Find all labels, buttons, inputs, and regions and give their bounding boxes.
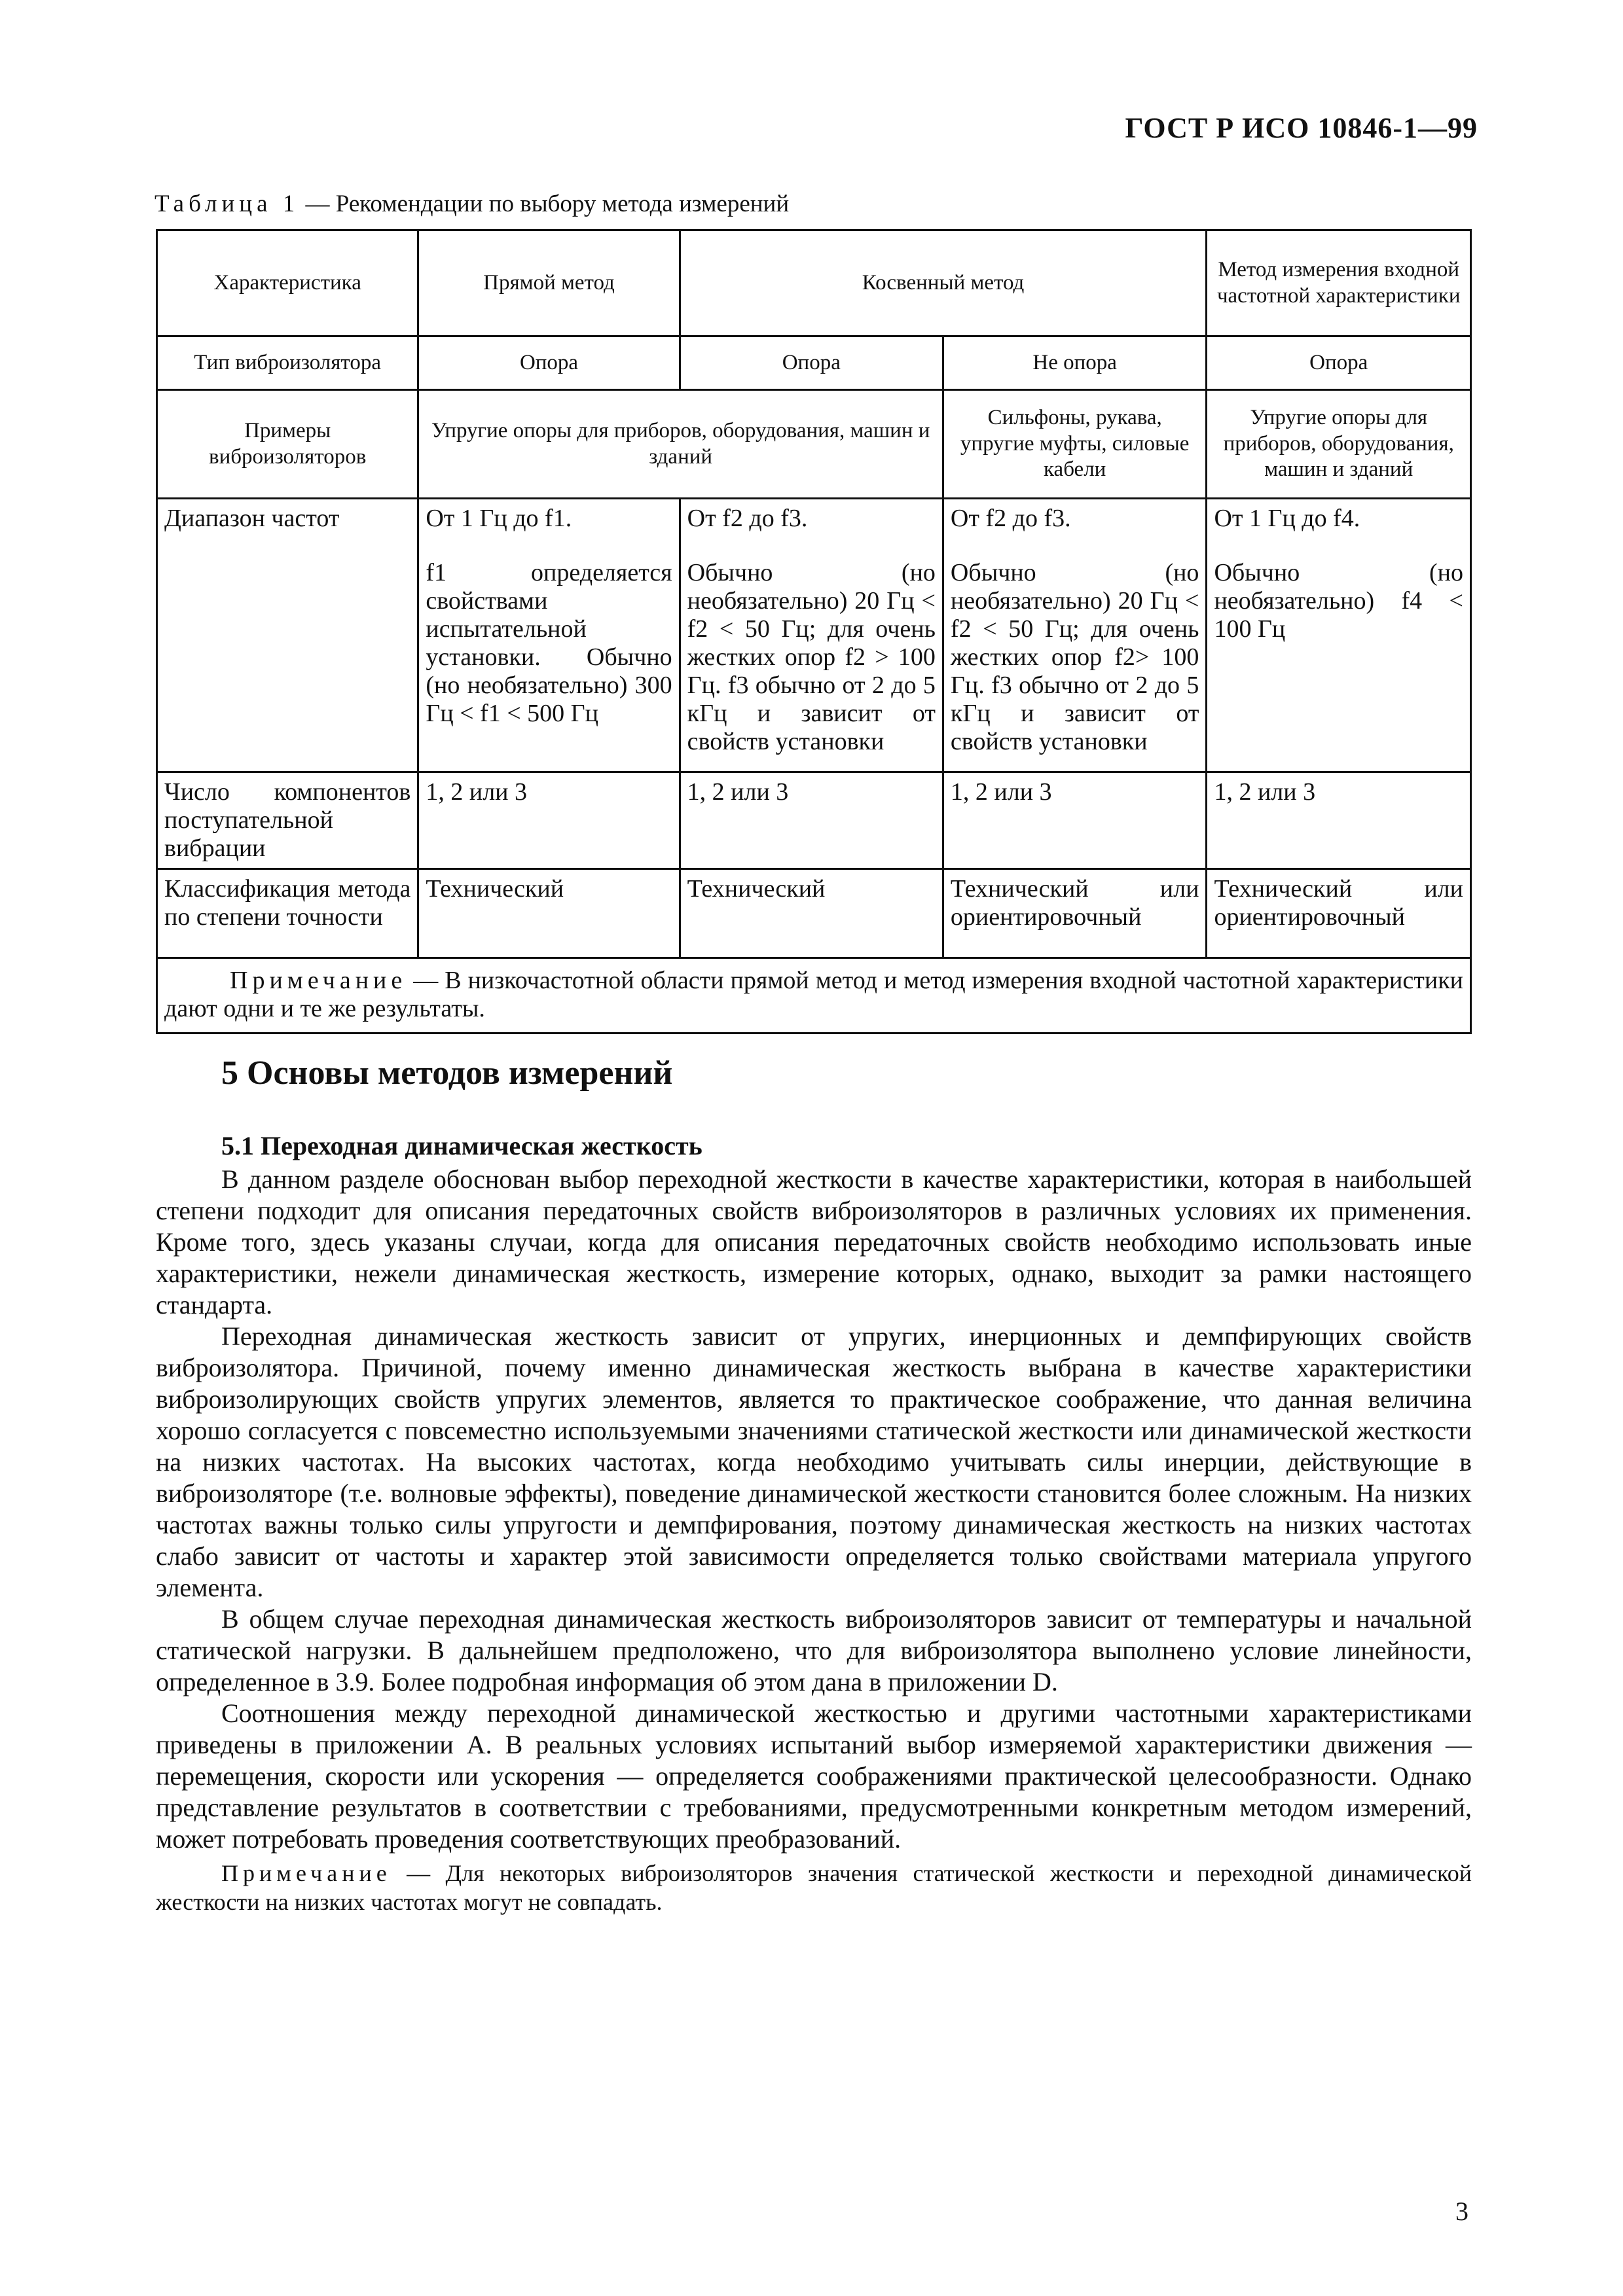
section-body [156,1164,1472,1916]
cell-isolator-type-indirect-support: Опора [680,336,943,390]
paragraph: В данном разделе обоснован выбор переходной жесткости в качестве характеристики, которая в наибольшей степени подходит для описания передаточных свойств виброизоляторов в различных условиях их применения. Кроме того, здесь указаны случаи, когда для описания передаточных свойств необходимо использовать иные характеристики, нежели динамическая жесткость, измерение которых, однако, выходит за рамки настоящего стандарта. [156,1164,1472,1319]
cell-classification-support: Технический [680,869,943,958]
methods-table [156,229,1472,1034]
paragraph: Соотношения между переходной динамической жесткостью и другими частотными характеристиками приведены в приложении А. В реальных условиях испытаний выбор измеряемой характеристики движения — перемещения, скорости или ускорения — определяется соображениями практической целесообразности. Однако представление результатов в соответствии с требованиями, предусмотренными конкретным методом измерений, может потребовать проведения соответствующих преобразований. [156,1698,1472,1854]
cell-examples-nonsupport: Сильфоны, рукава, упругие муфты, силовые кабели [943,390,1207,499]
table-row-examples [157,390,1471,499]
cell-isolator-type-indirect-nonsupport: Не опора [943,336,1207,390]
section-note [156,1859,1472,1916]
freq-nonsupport-details: Обычно (но необязательно) 20 Гц < f2 < 50 Гц; для очень жестких опор f2> 100 Гц. f3 обычно от 2 до 5 кГц и зависит от свойств установки [950,558,1199,755]
table-note-label: Примечание [230,966,407,994]
document-code: ГОСТ Р ИСО 10846-1—99 [1125,112,1478,144]
table-note [157,958,1471,1033]
cell-freq-support [680,499,943,772]
table-row-frequency-range [157,499,1471,772]
freq-support-range: От f2 до f3. [687,505,808,532]
cell-components-input: 1, 2 или 3 [1207,772,1471,869]
paragraph: Переходная динамическая жесткость зависит от упругих, инерционных и демпфирующих свойств виброизолятора. Причиной, почему именно динамическая жесткость выбрана в качестве характеристики виброизолирующих свойств упругих элементов, является то практическое соображение, что данная величина хорошо согласуется с повсеместно используемыми значениями статической жесткости или динамической жесткости на низких частотах. На высоких частотах, когда необходимо учитывать силы инерции, действующие в виброизоляторе (т.е. волновые эффекты), поведение динамической жесткости становится более сложным. На низких частотах важны только силы упругости и демпфирования, поэтому динамическая жесткость на низких частотах слабо зависит от частоты и характер этой зависимости определяется только свойствами материала упругого элемента. [156,1321,1472,1602]
freq-input-range: От 1 Гц до f4. [1214,505,1360,532]
subsection-title: 5.1 Переходная динамическая жесткость [221,1131,702,1160]
section-title: 5 Основы методов измерений [221,1054,673,1092]
cell-isolator-type-direct: Опора [418,336,680,390]
cell-freq-input [1207,499,1471,772]
cell-components-label: Число компонентов поступательной вибрации [157,772,418,869]
freq-nonsupport-range: От f2 до f3. [950,505,1071,532]
cell-examples-label: Примеры виброизоляторов [157,390,418,499]
cell-classification-label: Классификация метода по степени точности [157,869,418,958]
header-indirect-method: Косвенный метод [680,230,1207,336]
header-characteristic: Характеристика [157,230,418,336]
cell-components-direct: 1, 2 или 3 [418,772,680,869]
cell-classification-direct: Технический [418,869,680,958]
table-row-isolator-type [157,336,1471,390]
table-row-classification [157,869,1471,958]
table-caption-text: — Рекомендации по выбору метода измерений [299,190,790,217]
paragraph: В общем случае переходная динамическая жесткость виброизоляторов зависит от температуры и начальной статической нагрузки. В дальнейшем предположено, что для виброизолятора выполнено условие линейности, определенное в 3.9. Более подробная информация об этом дана в приложении D. [156,1604,1472,1696]
cell-freq-direct [418,499,680,772]
table-row-note [157,958,1471,1033]
cell-isolator-type-input: Опора [1207,336,1471,390]
cell-classification-input: Технический или ориентировочный [1207,869,1471,958]
table-row-components [157,772,1471,869]
cell-freq-nonsupport [943,499,1207,772]
header-input-freq-method: Метод измерения входной частотной характеристики [1207,230,1471,336]
cell-components-support: 1, 2 или 3 [680,772,943,869]
cell-classification-nonsupport: Технический или ориентировочный [943,869,1207,958]
cell-components-nonsupport: 1, 2 или 3 [943,772,1207,869]
header-direct-method: Прямой метод [418,230,680,336]
cell-freq-label: Диапазон частот [157,499,418,772]
section-note-label: Примечание [221,1860,392,1886]
cell-examples-input: Упругие опоры для приборов, оборудования, машин и зданий [1207,390,1471,499]
freq-direct-details: f1 определяется свойствами испытательной установки. Обычно (но необязательно) 300 Гц < f1 < 500 Гц [426,558,672,727]
freq-input-details: Обычно (но необязательно) f4 < 100 Гц [1214,558,1463,643]
cell-examples-direct-indirect: Упругие опоры для приборов, оборудования, машин и зданий [418,390,943,499]
table-note-text: — В низкочастотной области прямой метод и метод измерения входной частотной характеристики дают одни и те же результаты. [164,966,1463,1022]
cell-isolator-type-label: Тип виброизолятора [157,336,418,390]
table-caption-label: Таблица 1 [155,190,300,217]
section-note-text: — Для некоторых виброизоляторов значения статической жесткости и переходной динамической жесткости на низких частотах могут не совпадать. [156,1860,1472,1915]
freq-direct-range: От 1 Гц до f1. [426,505,572,532]
table-caption [155,190,789,218]
page-number: 3 [1455,2197,1468,2226]
freq-support-details: Обычно (но необязательно) 20 Гц < f2 < 50 Гц; для очень жестких опор f2 > 100 Гц. f3 обычно от 2 до 5 кГц и зависит от свойств установки [687,558,936,755]
table-header-row [157,230,1471,336]
